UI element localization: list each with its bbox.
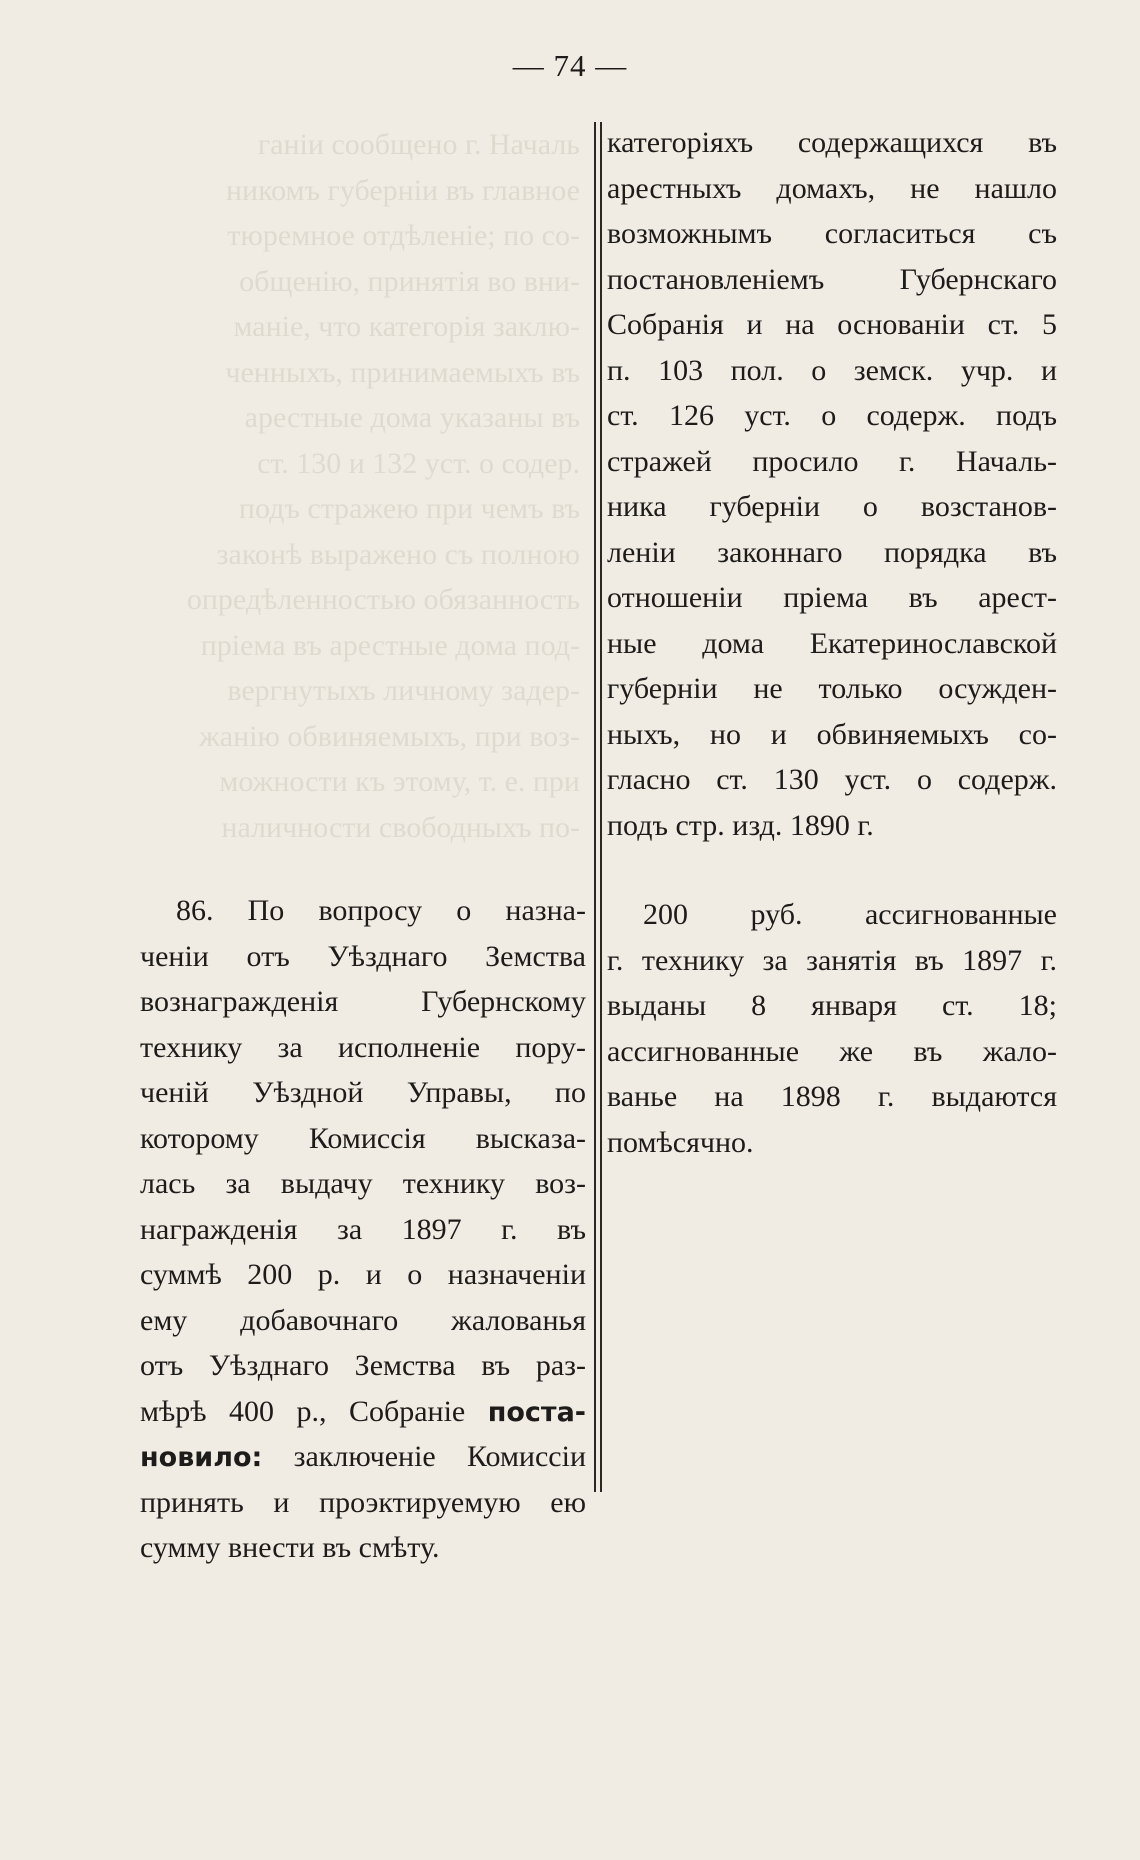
text-line: арестныхъ домахъ, не нашло xyxy=(607,171,1057,205)
text-line: 200 руб. ассигнованные xyxy=(643,898,1057,931)
text-line: губерніи не только осужден- xyxy=(607,672,1057,705)
text-line: категоріяхъ содержащихся въ xyxy=(607,126,1057,159)
text-line: подъ стр. изд. 1890 г. xyxy=(607,808,874,842)
text-line: ченій Уѣздной Управы, по xyxy=(140,1076,586,1109)
text-line: леніи законнаго порядка въ xyxy=(607,535,1057,569)
text-line: помѣсячно. xyxy=(607,1125,754,1159)
text-line: ченіи отъ Уѣзднаго Земства xyxy=(140,939,586,973)
text-line: награжденія за 1897 г. въ xyxy=(140,1212,586,1246)
text-line: которому Комиссія высказа- xyxy=(140,1121,586,1155)
text-line: ные дома Екатеринославской xyxy=(607,626,1057,660)
text-fragment: мѣрѣ 400 р., Собраніе xyxy=(140,1394,466,1428)
text-line: ассигнованные же въ жало- xyxy=(607,1034,1057,1068)
text-line: ника губерніи о возстанов- xyxy=(607,490,1057,523)
page-number: — 74 — xyxy=(512,48,628,83)
text-line: отъ Уѣзднаго Земства въ раз- xyxy=(140,1349,586,1382)
text-line: возможнымъ согласиться съ xyxy=(607,217,1057,250)
text-line: 86. По вопросу о назна- xyxy=(176,894,586,927)
bleed-through-text: ганіи сообщено г. Началь никомъ губерніи въ главное тюремное отдѣленіе; по со- общенію, принятія во вни- маніе, что категорія заклю- ченныхъ, принимаемыхъ въ арестные дома указаны въ ст. 130 и 132 уст. о содер. подъ стражею при чемъ въ законѣ выражено съ полною опредѣленностью обязанность пріема въ арестные дома под- вергнутыхъ личному задер- жанію обвиняемыхъ, при воз- можности къ этому, т. е. при наличности свободныхъ по- xyxy=(186,128,580,844)
text-line: принять и проэктируемую ею xyxy=(140,1485,586,1519)
left-column xyxy=(140,888,586,1571)
text-fragment: заключеніе Комиссіи xyxy=(262,1440,586,1473)
text-line: технику за исполненіе пору- xyxy=(140,1030,586,1064)
text-line: ст. 126 уст. о содерж. подъ xyxy=(607,399,1057,432)
text-line: выданы 8 января ст. 18; xyxy=(607,989,1057,1022)
text-line xyxy=(140,1389,586,1435)
text-line: сумму внести въ смѣту. xyxy=(140,1531,440,1564)
text-line: отношеніи пріема въ арест- xyxy=(607,581,1057,614)
text-line: лась за выдачу технику воз- xyxy=(140,1167,586,1200)
text-line: гласно ст. 130 уст. о содерж. xyxy=(607,763,1057,796)
text-line: п. 103 пол. о земск. учр. и xyxy=(607,353,1057,387)
text-line: суммѣ 200 р. и о назначеніи xyxy=(140,1258,586,1291)
column-rule-right xyxy=(600,122,602,1492)
text-line: ныхъ, но и обвиняемыхъ со- xyxy=(607,717,1057,751)
bold-text: новило: xyxy=(140,1442,263,1473)
right-column xyxy=(607,120,1057,1165)
text-line: вознагражденія Губернскому xyxy=(140,985,586,1018)
text-line: Собранія и на основаніи ст. 5 xyxy=(607,308,1057,341)
bold-text: поста- xyxy=(487,1396,587,1428)
text-line: г. технику за занятія въ 1897 г. xyxy=(607,943,1057,977)
text-line: стражей просило г. Началь- xyxy=(607,444,1057,478)
text-line xyxy=(140,1434,586,1480)
text-line: постановленіемъ Губернскаго xyxy=(607,262,1057,296)
column-rule-left xyxy=(594,122,596,1492)
text-line: ванье на 1898 г. выдаются xyxy=(607,1080,1057,1113)
text-line: ему добавочнаго жалованья xyxy=(140,1303,586,1337)
paragraph-arrest-houses xyxy=(607,120,1057,848)
paragraph-technician-payment xyxy=(607,892,1057,1165)
